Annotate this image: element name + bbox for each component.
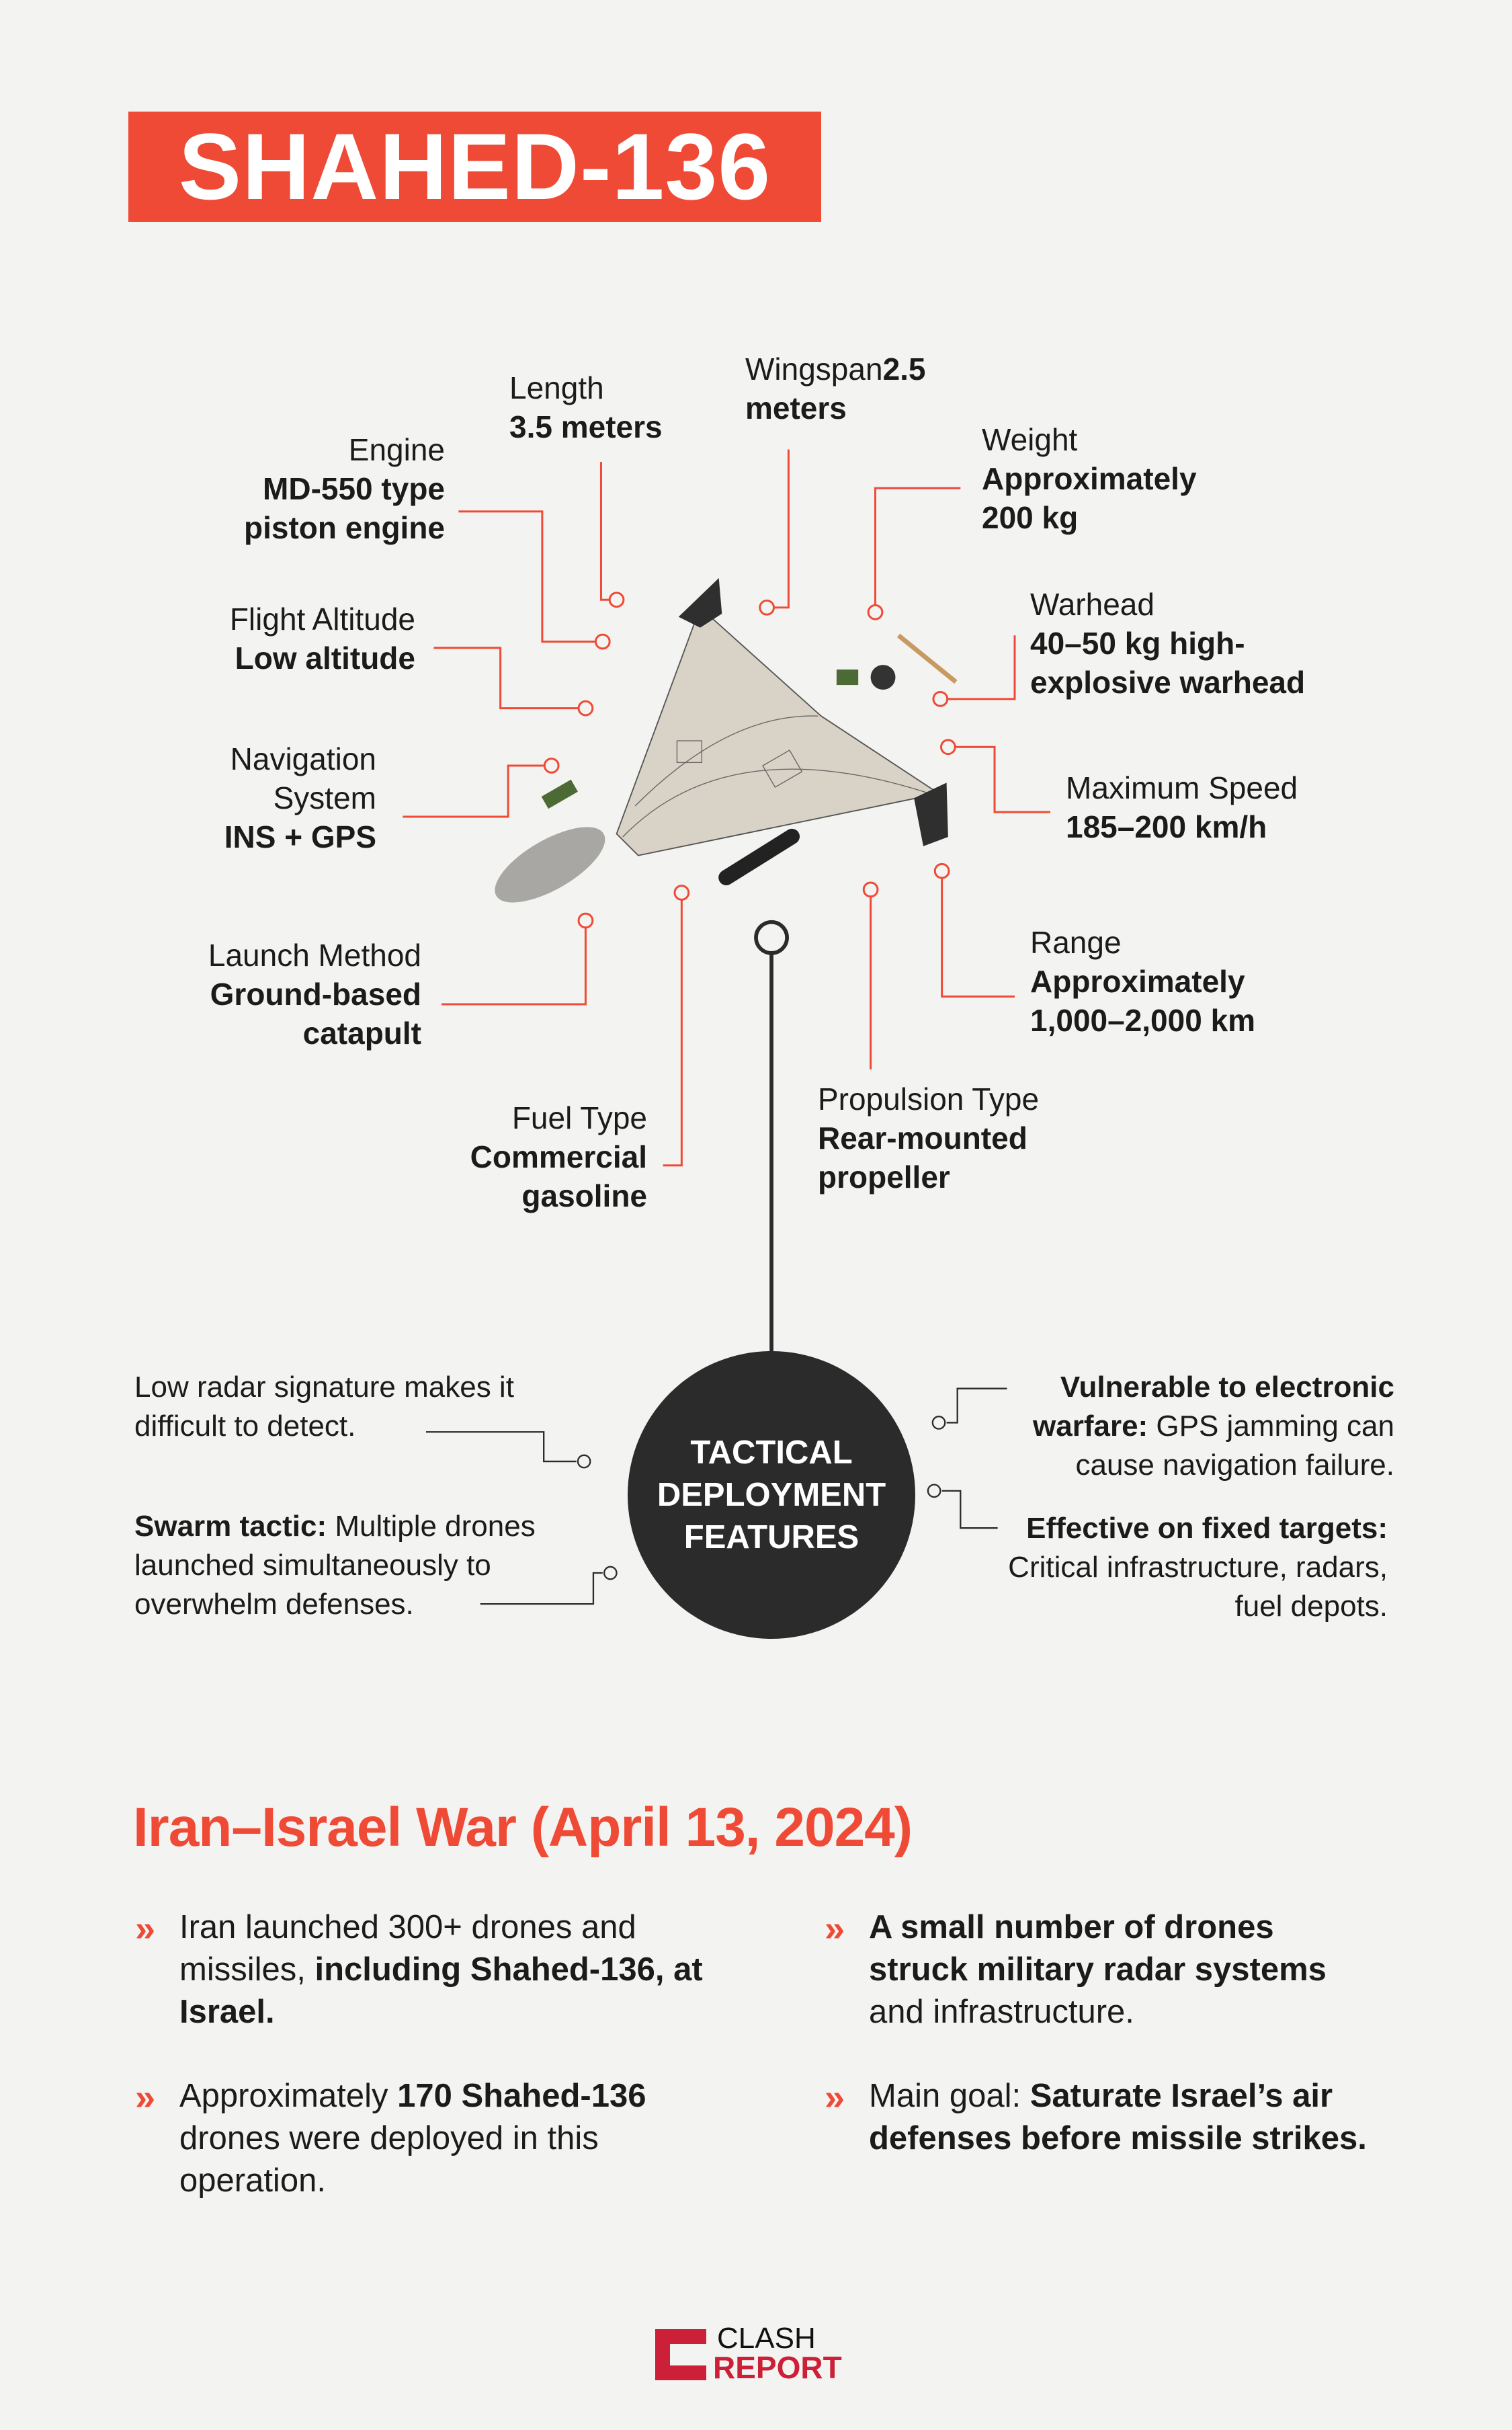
spec-altitude: [230, 600, 415, 678]
spec-value: 200 kg: [982, 500, 1079, 535]
war-bullet: [135, 2075, 690, 2202]
spec-value: Approximately: [1030, 964, 1245, 999]
spec-value: Approximately: [982, 461, 1197, 496]
logo-line-1: CLASH: [717, 2322, 816, 2355]
bullet-bold: 170 Shahed-136: [397, 2078, 646, 2114]
feature-text: Low radar signature makes it: [134, 1371, 514, 1404]
spec-value: Rear-mounted: [818, 1121, 1027, 1156]
feature-radar: [134, 1368, 591, 1446]
spec-value: MD-550 type: [263, 471, 445, 506]
spec-label: Engine: [348, 432, 445, 467]
feature-bold: Swarm tactic:: [134, 1510, 327, 1543]
spec-value: meters: [745, 391, 847, 426]
bullet-text: Main goal:: [869, 2078, 1030, 2114]
feature-text: Critical infrastructure, radars, fuel depots.: [1008, 1551, 1388, 1623]
feature-text: Multiple drones launched simultaneously to overwhelm defenses.: [134, 1510, 536, 1621]
spec-value: catapult: [302, 1016, 421, 1051]
spec-label: Maximum Speed: [1066, 770, 1298, 805]
logo-line-2: REPORT: [713, 2350, 842, 2385]
spec-value: 2.5: [882, 352, 926, 387]
double-chevron-icon: »: [135, 1908, 156, 1949]
spec-wingspan: [745, 350, 926, 428]
spec-range: [1030, 923, 1255, 1040]
spec-value: Low altitude: [235, 641, 415, 676]
clash-report-logo: [655, 2324, 857, 2384]
spec-value: 40–50 kg high-: [1030, 626, 1245, 661]
war-bullet: [135, 1906, 704, 2033]
spec-value: 185–200 km/h: [1066, 809, 1267, 844]
spec-value: gasoline: [521, 1178, 647, 1213]
spec-value: explosive warhead: [1030, 665, 1306, 700]
spec-label: Warhead: [1030, 587, 1154, 622]
bullet-bold: A small number of drones struck military radar systems: [869, 1909, 1327, 1988]
spec-label: Flight Altitude: [229, 602, 415, 637]
spec-label: Fuel Type: [511, 1100, 647, 1135]
feature-fixed-targets: [961, 1509, 1388, 1626]
bullet-text: drones were deployed in this operation.: [179, 2120, 599, 2199]
bullet-bold: including Shahed-136, at Israel.: [179, 1951, 703, 2030]
badge-line: DEPLOYMENT: [657, 1476, 886, 1513]
feature-swarm: [134, 1507, 578, 1624]
spec-navigation: [224, 739, 376, 856]
spec-fuel: [470, 1098, 647, 1215]
spec-label: Range: [1030, 925, 1122, 960]
spec-label: Wingspan: [745, 352, 883, 387]
war-bullet: [825, 2075, 1406, 2160]
spec-value: 1,000–2,000 km: [1030, 1003, 1256, 1038]
spec-propulsion: [818, 1080, 1039, 1197]
spec-value: 3.5 meters: [509, 409, 663, 444]
feature-bold: Vulnerable to electronic warfare:: [1033, 1371, 1394, 1443]
drone-illustration: [484, 578, 956, 918]
double-chevron-icon: »: [135, 2077, 156, 2117]
spec-speed: [1066, 768, 1298, 846]
spec-label: System: [273, 780, 376, 815]
double-chevron-icon: »: [825, 1908, 845, 1949]
spec-label: Length: [509, 370, 604, 405]
bullet-bold: Saturate Israel’s air defenses before missile strikes.: [869, 2078, 1367, 2156]
spec-label: Launch Method: [208, 938, 421, 973]
feature-bold: Effective on fixed targets:: [1026, 1512, 1388, 1545]
spec-value: piston engine: [244, 510, 445, 545]
spec-engine: [244, 430, 445, 547]
spec-value: Commercial: [470, 1139, 647, 1174]
spec-label: Navigation: [230, 741, 376, 776]
spec-length: [509, 368, 663, 446]
badge-line: TACTICAL: [690, 1434, 853, 1471]
spec-launch: [208, 936, 421, 1053]
spec-value: propeller: [818, 1160, 950, 1194]
bullet-text: and infrastructure.: [869, 1994, 1134, 2030]
page-title: SHAHED-136: [178, 114, 771, 219]
tactical-features-badge: [628, 1351, 915, 1639]
spec-warhead: [1030, 585, 1305, 702]
feature-text: GPS jamming can cause navigation failure.: [1075, 1410, 1394, 1482]
war-heading: Iran–Israel War (April 13, 2024): [133, 1797, 913, 1858]
spec-weight: [982, 420, 1197, 537]
spec-value: INS + GPS: [224, 819, 376, 854]
spec-label: Weight: [982, 422, 1078, 457]
feature-text: difficult to detect.: [134, 1410, 356, 1443]
badge-line: FEATURES: [683, 1518, 859, 1555]
spec-value: Ground-based: [210, 977, 421, 1012]
bullet-text: Iran launched 300+ drones and missiles,: [179, 1909, 636, 1988]
bullet-text: Approximately: [179, 2078, 398, 2114]
war-bullet: [825, 1906, 1380, 2033]
spec-label: Propulsion Type: [818, 1082, 1040, 1117]
feature-electronic: [954, 1368, 1394, 1485]
logo-mark-icon: [655, 2329, 706, 2380]
double-chevron-icon: »: [825, 2077, 845, 2117]
